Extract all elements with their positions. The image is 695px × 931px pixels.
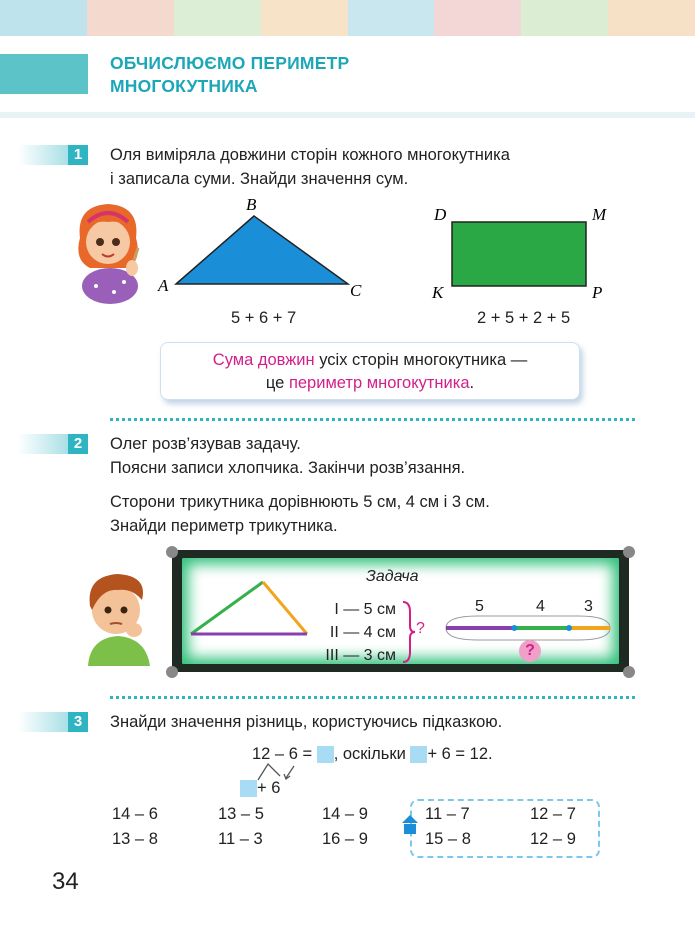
task-1-text bbox=[110, 143, 510, 191]
brace bbox=[400, 600, 416, 664]
stripe-segment bbox=[261, 0, 348, 36]
expr-r2-c1: 13 – 8 bbox=[112, 830, 158, 848]
segment-label-3: 3 bbox=[584, 598, 593, 615]
house-marker bbox=[401, 814, 419, 836]
dotted-divider-1 bbox=[110, 418, 635, 421]
answer-square bbox=[240, 780, 257, 797]
title-line-2: МНОГОКУТНИКА bbox=[110, 76, 258, 96]
triangle-sum: 5 + 6 + 7 bbox=[231, 309, 297, 327]
header-stripe bbox=[0, 0, 695, 36]
rectangle-sum: 2 + 5 + 2 + 5 bbox=[477, 309, 571, 327]
task-3-text: Знайди значення різниць, користуючись підказкою. bbox=[110, 713, 503, 731]
stripe-segment bbox=[521, 0, 608, 36]
task-2-number: 2 bbox=[68, 434, 88, 454]
page-title bbox=[110, 52, 349, 98]
total-question-badge: ? bbox=[519, 640, 541, 662]
triangle-side-green bbox=[191, 582, 263, 634]
vertex-b-label: B bbox=[246, 195, 257, 214]
expr-r1-c3: 14 – 9 bbox=[322, 805, 368, 823]
brace-question: ? bbox=[416, 620, 425, 637]
rule-text-b: це bbox=[265, 374, 289, 392]
triangle-abc bbox=[176, 216, 348, 284]
stripe-segment bbox=[0, 0, 87, 36]
task-3-number: 3 bbox=[68, 712, 88, 732]
segment-joint bbox=[511, 625, 517, 631]
expr-r2-c4: 15 – 8 bbox=[425, 830, 471, 848]
expr-r1-c4: 11 – 7 bbox=[425, 805, 470, 823]
task-2-line-1: Олег розв’язував задачу. bbox=[110, 435, 301, 453]
task-2-line-2: Поясни записи хлопчика. Закінчи розв’язання. bbox=[110, 459, 466, 477]
vertex-m-label: M bbox=[592, 205, 607, 224]
rectangle-figure bbox=[428, 200, 628, 304]
answer-square bbox=[410, 746, 427, 763]
dotted-divider-2 bbox=[110, 696, 635, 699]
expr-r2-c3: 16 – 9 bbox=[322, 830, 368, 848]
vertex-a-label: A bbox=[158, 276, 169, 295]
stripe-segment bbox=[434, 0, 521, 36]
boy-illustration bbox=[78, 566, 158, 666]
hint-part-1: 12 – 6 = bbox=[252, 745, 313, 763]
stripe-segment bbox=[348, 0, 435, 36]
rule-text-a: усіх сторін многокутника — bbox=[314, 351, 528, 369]
answer-square bbox=[317, 746, 334, 763]
rule-term-sum: Сума довжин bbox=[212, 351, 315, 369]
title-separator bbox=[0, 112, 695, 118]
stripe-segment bbox=[608, 0, 695, 36]
task-2-number-tab bbox=[18, 434, 88, 454]
vertex-d-label: D bbox=[434, 205, 447, 224]
rule-line-2 bbox=[161, 372, 579, 395]
rule-box bbox=[160, 342, 580, 400]
task-1-line-1: Оля виміряла довжини сторін кожного многокутника bbox=[110, 146, 510, 164]
side-row-1: І — 5 см bbox=[334, 601, 396, 618]
side-row-2: ІІ — 4 см bbox=[329, 624, 396, 641]
expr-r1-c1: 14 – 6 bbox=[112, 805, 158, 823]
hint-sub: + 6 bbox=[257, 779, 281, 797]
vertex-p-label: P bbox=[592, 283, 603, 302]
vertex-k-label: K bbox=[432, 283, 444, 302]
expr-r2-c2: 11 – 3 bbox=[218, 830, 263, 848]
rule-term-perimeter: периметр многокутника bbox=[288, 374, 470, 392]
rectangle-dmpk bbox=[452, 222, 586, 286]
page-number: 34 bbox=[52, 868, 79, 895]
board-triangle bbox=[185, 576, 315, 640]
segment-label-1: 5 bbox=[475, 598, 484, 615]
board-corner bbox=[166, 546, 178, 558]
expr-r1-c5: 12 – 7 bbox=[530, 805, 576, 823]
stripe-segment bbox=[174, 0, 261, 36]
title-line-1: ОБЧИСЛЮЄМО ПЕРИМЕТР bbox=[110, 53, 350, 73]
task-1-number-tab bbox=[18, 145, 88, 165]
rule-line-1 bbox=[161, 349, 579, 372]
segment-label-2: 4 bbox=[536, 598, 545, 615]
task-2-line-4: Знайди периметр трикутника. bbox=[110, 517, 338, 535]
task-1-line-2: і записала суми. Знайди значення сум. bbox=[110, 170, 409, 188]
triangle-side-orange bbox=[263, 582, 307, 634]
stripe-segment bbox=[87, 0, 174, 36]
task-2-line-3: Сторони трикутника дорівнюють 5 см, 4 см і 3 см. bbox=[110, 493, 490, 511]
board-corner bbox=[166, 666, 178, 678]
board-corner bbox=[623, 546, 635, 558]
board-heading: Задача bbox=[366, 568, 419, 585]
hint-part-2: , оскільки bbox=[333, 745, 406, 763]
task-2-text bbox=[110, 432, 490, 538]
hint-part-3: + 6 = 12. bbox=[427, 745, 493, 763]
girl-illustration bbox=[66, 198, 156, 304]
hint-sub-line bbox=[240, 776, 280, 800]
expr-r1-c2: 13 – 5 bbox=[218, 805, 264, 823]
expr-r2-c5: 12 – 9 bbox=[530, 830, 576, 848]
rule-text-c: . bbox=[469, 374, 475, 392]
task-3-number-tab bbox=[18, 712, 88, 732]
segment-joint bbox=[566, 625, 572, 631]
triangle-figure bbox=[150, 192, 380, 304]
title-accent-bar bbox=[0, 54, 88, 94]
vertex-c-label: C bbox=[350, 281, 362, 300]
side-list bbox=[322, 598, 396, 667]
side-row-3: ІІІ — 3 см bbox=[325, 647, 396, 664]
board-corner bbox=[623, 666, 635, 678]
task-1-number: 1 bbox=[68, 145, 88, 165]
